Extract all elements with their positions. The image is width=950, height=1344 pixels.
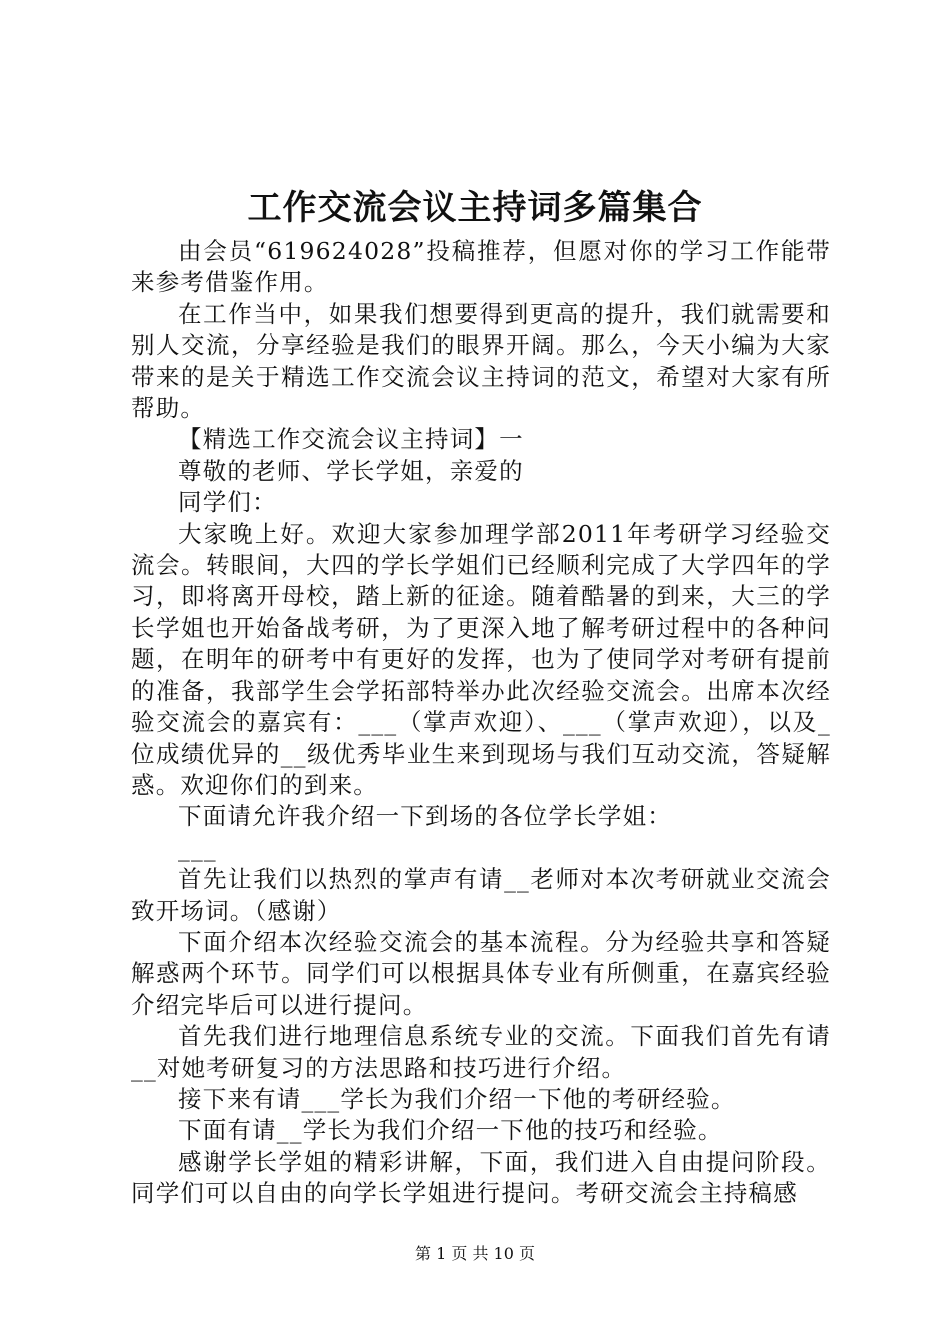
document-title: 工作交流会议主持词多篇集合 [247,188,703,228]
paragraph: 【精选工作交流会议主持词】一 [178,425,524,454]
paragraph: 由会员“619624028”投稿推荐，但愿对你的学习工作能带来参考借鉴作用。 [131,237,831,297]
paragraph: 尊敬的老师、学长学姐，亲爱的 [178,456,524,485]
page-number-footer: 第 1 页 共 10 页 [415,1244,535,1263]
paragraph: 下面介绍本次经验交流会的基本流程。分为经验共享和答疑解惑两个环节。同学们可以根据具体专业有所侧重，在嘉宾经验介绍完毕后可以进行提问。 [131,927,831,1019]
document-body [131,236,831,1210]
paragraph: 同学们： [178,488,277,517]
paragraph: 首先让我们以热烈的掌声有请__老师对本次考研就业交流会致开场词。（感谢） [131,865,831,925]
paragraph: 首先我们进行地理信息系统专业的交流。下面我们首先有请__对她考研复习的方法思路和技巧进行介绍。 [131,1022,831,1082]
blank-line-paragraph: ___ [178,833,217,862]
paragraph: 大家晚上好。欢迎大家参加理学部2011年考研学习经验交流会。转眼间，大四的学长学姐们已经顺利完成了大学四年的学习，即将离开母校，踏上新的征途。随着酷暑的到来，大三的学长学姐也开始备战考研，为了更深入地了解考研过程中的各种问题，在明年的研考中有更好的发挥，也为了使同学对考研有提前的准备，我部学生会学拓部特举办此次经验交流会。出席本次经验交流会的嘉宾有：___（掌声欢迎）、___（掌声欢迎），以及_位成绩优异的__级优秀毕业生来到现场与我们互动交流，答疑解惑。欢迎你们的到来。 [131,519,831,799]
paragraph: 感谢学长学姐的精彩讲解，下面，我们进入自由提问阶段。同学们可以自由的向学长学姐进行提问。考研交流会主持稿感 [131,1147,831,1208]
paragraph: 下面请允许我介绍一下到场的各位学长学姐： [178,802,672,831]
paragraph: 在工作当中，如果我们想要得到更高的提升，我们就需要和别人交流，分享经验是我们的眼界开阔。那么，今天小编为大家带来的是关于精选工作交流会议主持词的范文，希望对大家有所帮助。 [131,299,831,423]
paragraph: 下面有请__学长为我们介绍一下他的技巧和经验。 [178,1116,723,1145]
paragraph: 接下来有请___学长为我们介绍一下他的考研经验。 [178,1084,736,1113]
